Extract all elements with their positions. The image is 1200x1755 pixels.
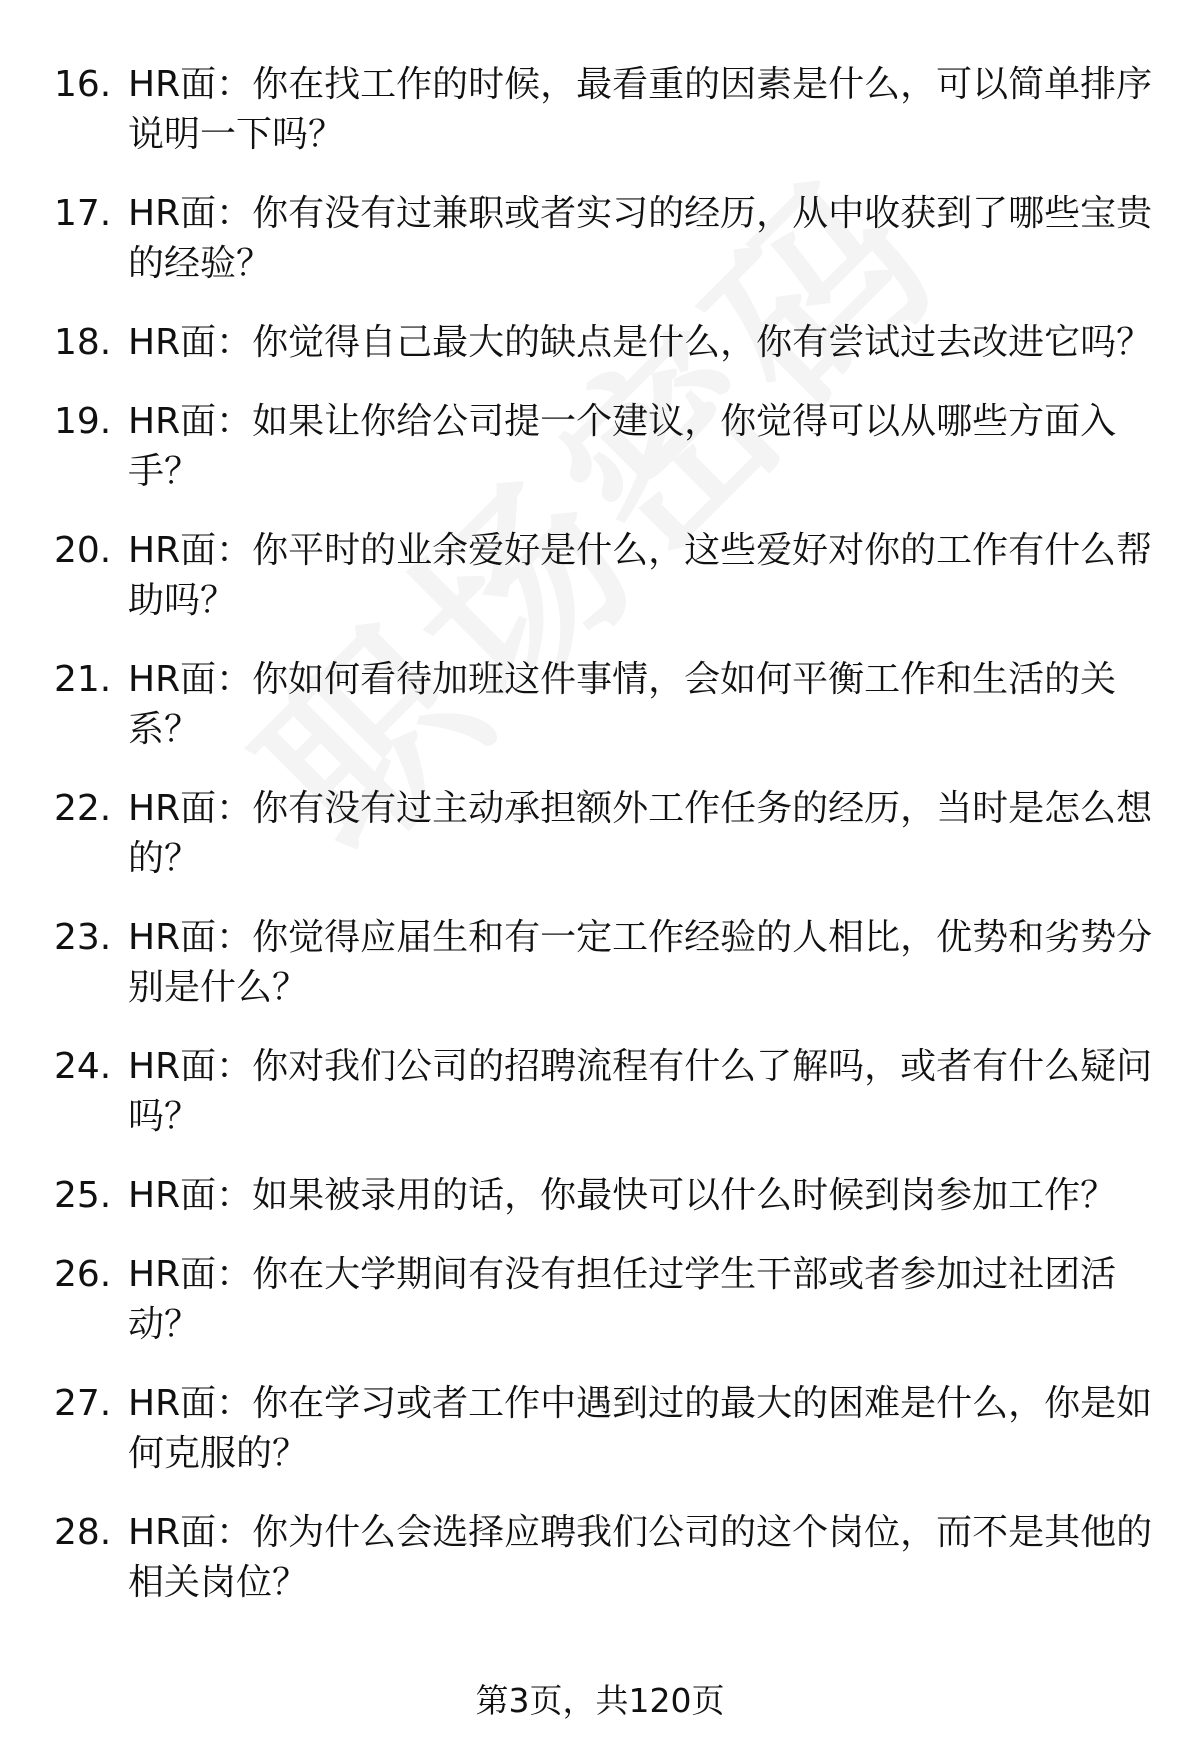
question-number: 19. <box>54 401 112 442</box>
question-number: 25. <box>54 1175 112 1216</box>
question-number: 28. <box>54 1512 112 1553</box>
question-item <box>54 318 1154 368</box>
question-number: 18. <box>54 322 112 363</box>
question-item <box>54 655 1154 755</box>
question-number: 16. <box>54 64 112 105</box>
question-text: HR面：你在学习或者工作中遇到过的最大的困难是什么，你是如何克服的？ <box>128 1383 1153 1474</box>
question-text: HR面：你为什么会选择应聘我们公司的这个岗位，而不是其他的相关岗位？ <box>128 1512 1153 1603</box>
question-number: 22. <box>54 788 112 829</box>
question-text: HR面：你觉得自己最大的缺点是什么，你有尝试过去改进它吗？ <box>128 322 1153 363</box>
question-text: HR面：你觉得应届生和有一定工作经验的人相比，优势和劣势分别是什么？ <box>128 917 1153 1008</box>
question-list <box>54 60 1154 1637</box>
question-text: HR面：你在大学期间有没有担任过学生干部或者参加过社团活动？ <box>128 1254 1117 1345</box>
question-text: HR面：如果让你给公司提一个建议，你觉得可以从哪些方面入手？ <box>128 401 1117 492</box>
question-text: HR面：如果被录用的话，你最快可以什么时候到岗参加工作？ <box>128 1175 1117 1216</box>
question-number: 27. <box>54 1383 112 1424</box>
question-item <box>54 1379 1154 1479</box>
question-number: 23. <box>54 917 112 958</box>
question-number: 24. <box>54 1046 112 1087</box>
question-item <box>54 60 1154 160</box>
question-text: HR面：你在找工作的时候，最看重的因素是什么，可以简单排序说明一下吗？ <box>128 64 1153 155</box>
page-footer: 第3页，共120页 <box>475 1681 725 1720</box>
question-number: 20. <box>54 530 112 571</box>
question-number: 21. <box>54 659 112 700</box>
question-text: HR面：你对我们公司的招聘流程有什么了解吗，或者有什么疑问吗？ <box>128 1046 1153 1137</box>
question-item <box>54 784 1154 884</box>
question-text: HR面：你有没有过主动承担额外工作任务的经历，当时是怎么想的？ <box>128 788 1153 879</box>
question-text: HR面：你有没有过兼职或者实习的经历，从中收获到了哪些宝贵的经验？ <box>128 193 1153 284</box>
question-item <box>54 526 1154 626</box>
question-text: HR面：你平时的业余爱好是什么，这些爱好对你的工作有什么帮助吗？ <box>128 530 1153 621</box>
question-item <box>54 1042 1154 1142</box>
question-text: HR面：你如何看待加班这件事情，会如何平衡工作和生活的关系？ <box>128 659 1117 750</box>
question-item <box>54 1171 1154 1221</box>
question-item <box>54 913 1154 1013</box>
question-item <box>54 1508 1154 1608</box>
question-number: 26. <box>54 1254 112 1295</box>
question-item <box>54 397 1154 497</box>
question-item <box>54 1250 1154 1350</box>
question-item <box>54 189 1154 289</box>
question-number: 17. <box>54 193 112 234</box>
